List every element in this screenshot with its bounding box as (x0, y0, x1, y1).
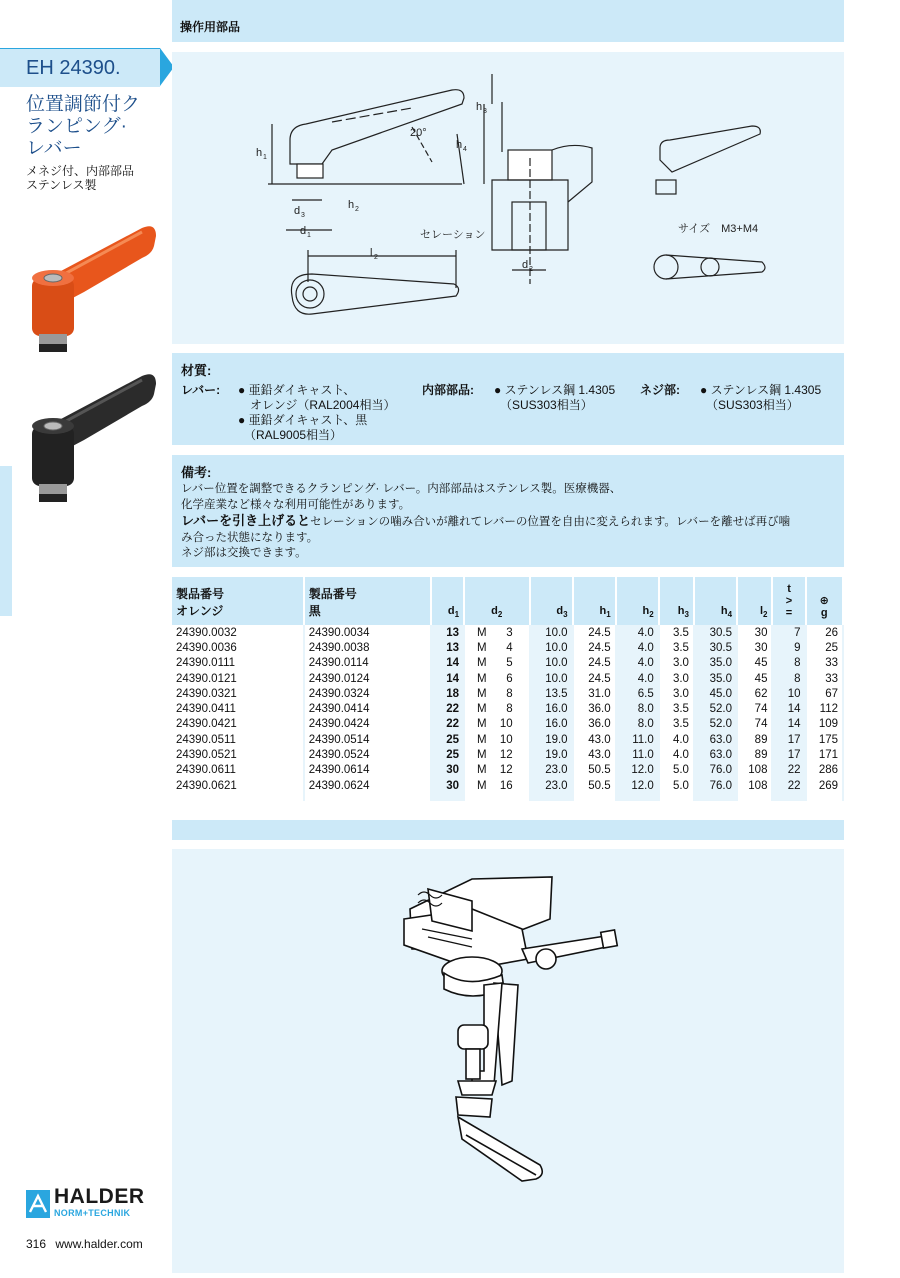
header-band (172, 0, 844, 42)
cell-weight: 112 (806, 701, 843, 716)
cell-orange: 24390.0111 (172, 656, 304, 671)
cell-h1: 43.0 (573, 732, 616, 747)
table-row (172, 793, 843, 801)
cell-orange: 24390.0511 (172, 732, 304, 747)
cell-h4: 76.0 (694, 778, 737, 793)
product-title (26, 94, 166, 160)
cell-orange: 24390.0621 (172, 778, 304, 793)
col-l2: $l_2$ (737, 577, 772, 625)
side-strip (0, 466, 12, 616)
svg-text:2: 2 (529, 266, 533, 273)
cell-d2: M 10 (464, 717, 529, 732)
cell-weight: 269 (806, 778, 843, 793)
svg-text:d: d (294, 205, 301, 217)
cell-h1: 31.0 (573, 686, 616, 701)
title-line: レバー (26, 138, 82, 159)
cell-weight: 171 (806, 747, 843, 762)
cell-l2: 62 (737, 686, 772, 701)
title-line: 位置調節付ク (26, 94, 141, 115)
cell-d2: M 3 (464, 625, 529, 640)
cell-l2: 108 (737, 778, 772, 793)
cell-d1: 14 (431, 671, 464, 686)
cell-l2: 30 (737, 640, 772, 655)
svg-text:h: h (476, 101, 483, 113)
cell-d3: 10.0 (530, 656, 573, 671)
dimensions-table (172, 577, 844, 801)
cell-h4: 35.0 (694, 656, 737, 671)
notes-line: ネジ部は交換できます。 (181, 547, 307, 559)
cell-d3: 10.0 (530, 625, 573, 640)
cell-h2: 8.0 (616, 717, 659, 732)
cell-h3: 3.0 (659, 671, 694, 686)
cell-t: 17 (772, 747, 805, 762)
cell-weight: 25 (806, 640, 843, 655)
col-d2: $d_2$ (464, 577, 529, 625)
cell-h1: 50.5 (573, 778, 616, 793)
list-item: ● ステンレス鋼 1.4305 (700, 383, 822, 397)
cell-h1: 24.5 (573, 625, 616, 640)
cell-d1: 22 (431, 701, 464, 716)
svg-text:3: 3 (301, 212, 305, 219)
cell-d2: M 5 (464, 656, 529, 671)
cell-h3: 5.0 (659, 778, 694, 793)
cell-h3: 4.0 (659, 747, 694, 762)
title-line: ランピング· (26, 116, 127, 137)
cell-d3: 19.0 (530, 732, 573, 747)
cell-black: 24390.0324 (304, 686, 431, 701)
subtitle-line: ステンレス製 (26, 178, 97, 192)
thread-label: ネジ部: (640, 383, 680, 397)
svg-text:h: h (456, 139, 463, 151)
cell-orange: 24390.0321 (172, 686, 304, 701)
table-row (172, 732, 843, 747)
cell-h3: 3.5 (659, 717, 694, 732)
cell-t: 14 (772, 701, 805, 716)
col-t: t > = (772, 577, 805, 625)
table-header-row (172, 577, 843, 625)
svg-text:h: h (256, 147, 263, 159)
black-lever-photo (24, 370, 164, 506)
cell-h2: 11.0 (616, 732, 659, 747)
cell-h2: 8.0 (616, 701, 659, 716)
cell-weight: 67 (806, 686, 843, 701)
cell-h4: 52.0 (694, 717, 737, 732)
cell-d2: M 6 (464, 671, 529, 686)
table-row (172, 747, 843, 762)
cell-black: 24390.0034 (304, 625, 431, 640)
notes-rest: セレーションの噛み合いが離れてレバーの位置を自由に変えられます。レバーを離せば再び噛 (310, 516, 791, 528)
cell-h1: 24.5 (573, 671, 616, 686)
notes-line: 化学産業など様々な利用可能性があります。 (181, 498, 411, 511)
thread-materials (700, 383, 821, 413)
svg-text:3: 3 (483, 108, 487, 115)
cell-h2: 4.0 (616, 625, 659, 640)
product-subtitle (26, 164, 166, 192)
cell-d1: 13 (431, 625, 464, 640)
product-code: EH 24390. (26, 57, 121, 79)
angle-label: 20° (410, 127, 427, 139)
cell-h2: 11.0 (616, 747, 659, 762)
subtitle-line: メネジ付、内部部品 (26, 164, 135, 178)
cell-h1: 43.0 (573, 747, 616, 762)
notes-bold: レバーを引き上げると (181, 513, 311, 528)
cell-l2: 30 (737, 625, 772, 640)
cell-h1: 24.5 (573, 640, 616, 655)
cell-h4: 76.0 (694, 763, 737, 778)
cell-weight: 175 (806, 732, 843, 747)
cell-l2: 45 (737, 671, 772, 686)
cell-t: 17 (772, 732, 805, 747)
cell-h4: 52.0 (694, 701, 737, 716)
cell-d1: 14 (431, 656, 464, 671)
cell-weight: 33 (806, 671, 843, 686)
table-row (172, 640, 843, 655)
col-h1: $h_1$ (573, 577, 616, 625)
cell-h4: 63.0 (694, 732, 737, 747)
cell-t: 22 (772, 778, 805, 793)
table-row (172, 656, 843, 671)
serration-label: セレーション (420, 229, 486, 241)
svg-text:l: l (370, 247, 373, 259)
notes-line: み合った状態になります。 (181, 531, 319, 544)
col-weight: ⊕ g (806, 577, 843, 625)
cell-black: 24390.0424 (304, 717, 431, 732)
page-number: 316 (26, 1237, 47, 1251)
cell-h1: 36.0 (573, 701, 616, 716)
list-item: ● ステンレス鋼 1.4305 (494, 383, 616, 397)
cell-weight: 109 (806, 717, 843, 732)
col-h3: $h_3$ (659, 577, 694, 625)
spacer-band (172, 820, 844, 840)
cell-black: 24390.0124 (304, 671, 431, 686)
cell-t: 14 (772, 717, 805, 732)
cell-d3: 23.0 (530, 763, 573, 778)
cell-h2: 4.0 (616, 656, 659, 671)
svg-text:2: 2 (374, 254, 378, 261)
cell-d2: M 10 (464, 732, 529, 747)
cell-d2: M 8 (464, 686, 529, 701)
table-row (172, 625, 843, 640)
cell-h3: 4.0 (659, 732, 694, 747)
cell-orange: 24390.0611 (172, 763, 304, 778)
inner-materials (494, 383, 615, 413)
cell-d2: M 16 (464, 778, 529, 793)
brand-tagline: NORM+TECHNIK (54, 1208, 131, 1218)
cell-black: 24390.0114 (304, 656, 431, 671)
technical-drawing-band (172, 52, 844, 344)
material-section (172, 353, 844, 445)
table-row (172, 717, 843, 732)
svg-text:2: 2 (355, 206, 359, 213)
svg-text:h: h (348, 199, 355, 211)
cell-d1: 30 (431, 763, 464, 778)
cell-d3: 19.0 (530, 747, 573, 762)
cell-black: 24390.0038 (304, 640, 431, 655)
cell-d3: 10.0 (530, 671, 573, 686)
col-h2: $h_2$ (616, 577, 659, 625)
cell-h3: 3.5 (659, 640, 694, 655)
cell-d1: 13 (431, 640, 464, 655)
cell-orange: 24390.0411 (172, 701, 304, 716)
cell-h4: 30.5 (694, 640, 737, 655)
col-h4: $h_4$ (694, 577, 737, 625)
cell-h1: 50.5 (573, 763, 616, 778)
cell-h2: 4.0 (616, 640, 659, 655)
notes-section (172, 455, 844, 567)
cell-h3: 3.0 (659, 686, 694, 701)
vise-illustration (172, 849, 844, 1273)
cell-black: 24390.0514 (304, 732, 431, 747)
cell-h2: 4.0 (616, 671, 659, 686)
col-black: 製品番号 黒 (304, 577, 431, 625)
list-item: （RAL9005相当） (238, 428, 343, 442)
footer (26, 1237, 143, 1251)
list-item: （SUS303相当） (494, 398, 593, 412)
list-item: ● 亜鉛ダイキャスト、 (238, 383, 356, 397)
cell-orange: 24390.0421 (172, 717, 304, 732)
brand-name: HALDER (54, 1185, 145, 1208)
cell-h1: 24.5 (573, 656, 616, 671)
cell-h3: 3.5 (659, 701, 694, 716)
cell-d3: 23.0 (530, 778, 573, 793)
cell-weight: 286 (806, 763, 843, 778)
cell-t: 7 (772, 625, 805, 640)
svg-text:1: 1 (263, 154, 267, 161)
halder-logo (26, 1185, 162, 1227)
cell-d3: 13.5 (530, 686, 573, 701)
cell-d1: 25 (431, 747, 464, 762)
notes-line: レバー位置を調整できるクランピング· レバー。内部部品はステンレス製。医療機器、 (181, 483, 622, 495)
cell-black: 24390.0624 (304, 778, 431, 793)
cell-d1: 25 (431, 732, 464, 747)
cell-black: 24390.0414 (304, 701, 431, 716)
table-row (172, 671, 843, 686)
cell-d3: 10.0 (530, 640, 573, 655)
cell-t: 22 (772, 763, 805, 778)
cell-l2: 89 (737, 732, 772, 747)
table-row (172, 701, 843, 716)
cell-d2: M 8 (464, 701, 529, 716)
cell-l2: 89 (737, 747, 772, 762)
notes-title: 備考: (181, 465, 212, 480)
weight-icon: ⊕ (819, 595, 829, 607)
svg-text:d: d (300, 225, 307, 237)
cell-d1: 22 (431, 717, 464, 732)
cell-l2: 45 (737, 656, 772, 671)
cell-t: 8 (772, 656, 805, 671)
lever-label: レバー: (181, 383, 221, 397)
cell-black: 24390.0524 (304, 747, 431, 762)
cell-h2: 6.5 (616, 686, 659, 701)
cell-d3: 16.0 (530, 701, 573, 716)
cell-t: 10 (772, 686, 805, 701)
technical-drawing (172, 52, 844, 344)
cell-d3: 16.0 (530, 717, 573, 732)
product-code-tab (0, 48, 160, 87)
category-label: 操作用部品 (180, 20, 241, 34)
list-item: オレンジ（RAL2004相当） (238, 398, 396, 412)
cell-l2: 74 (737, 717, 772, 732)
inner-label: 内部部品: (422, 383, 474, 397)
lever-materials (238, 383, 395, 443)
orange-lever-photo (24, 222, 164, 354)
notes-text (181, 482, 841, 562)
col-orange: 製品番号 オレンジ (172, 577, 304, 625)
cell-l2: 108 (737, 763, 772, 778)
material-title: 材質: (181, 363, 212, 378)
cell-h4: 30.5 (694, 625, 737, 640)
cell-d2: M 12 (464, 763, 529, 778)
cell-orange: 24390.0032 (172, 625, 304, 640)
cell-orange: 24390.0521 (172, 747, 304, 762)
cell-d2: M 4 (464, 640, 529, 655)
cell-weight: 33 (806, 656, 843, 671)
website-link[interactable]: www.halder.com (55, 1237, 143, 1251)
cell-h2: 12.0 (616, 778, 659, 793)
cell-h3: 5.0 (659, 763, 694, 778)
size-label: サイズ M3+M4 (678, 223, 759, 235)
cell-orange: 24390.0121 (172, 671, 304, 686)
list-item: ● 亜鉛ダイキャスト、黒 (238, 413, 368, 427)
cell-d1: 18 (431, 686, 464, 701)
col-d1: $d_1$ (431, 577, 464, 625)
cell-d1: 30 (431, 778, 464, 793)
cell-t: 8 (772, 671, 805, 686)
svg-text:1: 1 (307, 232, 311, 239)
cell-h4: 35.0 (694, 671, 737, 686)
list-item: （SUS303相当） (700, 398, 799, 412)
table-row (172, 778, 843, 793)
cell-orange: 24390.0036 (172, 640, 304, 655)
application-illustration-band (172, 849, 844, 1273)
cell-t: 9 (772, 640, 805, 655)
cell-h4: 63.0 (694, 747, 737, 762)
cell-h4: 45.0 (694, 686, 737, 701)
cell-d2: M 12 (464, 747, 529, 762)
cell-h3: 3.5 (659, 625, 694, 640)
table-row (172, 763, 843, 778)
col-d3: $d_3$ (530, 577, 573, 625)
cell-h3: 3.0 (659, 656, 694, 671)
table-row (172, 686, 843, 701)
cell-h2: 12.0 (616, 763, 659, 778)
cell-black: 24390.0614 (304, 763, 431, 778)
svg-text:d: d (522, 259, 529, 271)
cell-h1: 36.0 (573, 717, 616, 732)
cell-weight: 26 (806, 625, 843, 640)
svg-text:4: 4 (463, 146, 467, 153)
notes-line (181, 513, 841, 531)
cell-l2: 74 (737, 701, 772, 716)
